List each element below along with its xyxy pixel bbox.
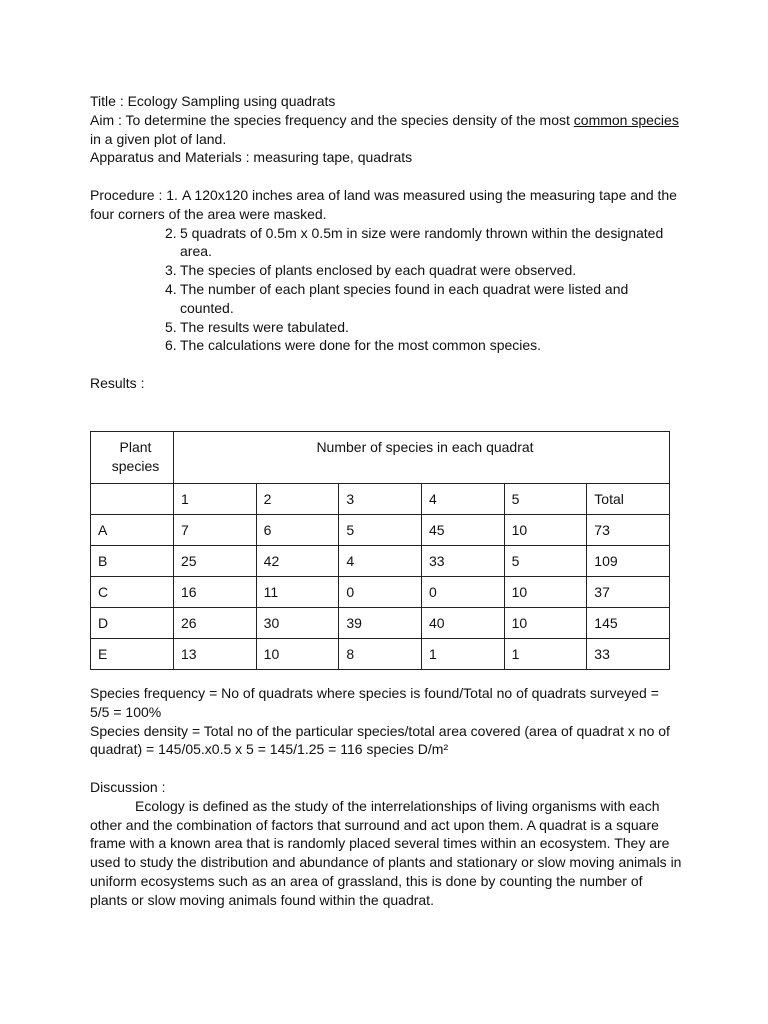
procedure-step (165, 336, 682, 355)
table-cell: Total (587, 484, 670, 515)
table-cell: 5 (339, 515, 422, 546)
table-cell (91, 484, 174, 515)
step-text: The calculations were done for the most common species. (180, 337, 542, 354)
step-text: The results were tabulated. (180, 318, 349, 335)
table-cell: A (91, 515, 174, 546)
table-cell: 0 (421, 577, 504, 608)
table-row (91, 546, 670, 577)
step-number: 1. (166, 186, 178, 203)
table-cell: 10 (504, 608, 587, 639)
table-cell: 1 (421, 639, 504, 670)
step-number: 5. (165, 318, 177, 335)
step-number: 3. (165, 262, 177, 279)
step-text: 5 quadrats of 0.5m x 0.5m in size were randomly thrown within the designated area. (180, 224, 664, 260)
table-cell: 1 (504, 639, 587, 670)
discussion-text: Ecology is defined as the study of the interrelationships of living organisms with each other and the combination of factors that surround and act upon them. A quadrat is a square frame with a known area that is randomly placed several times within an ecosystem. They are used to study the distribution and abundance of plants and stationary or slow moving animals in uniform ecosystems such as an area of grassland, this is done by counting the number of plants or slow moving animals found within the quadrat. (90, 797, 682, 908)
table-cell: 16 (174, 577, 257, 608)
table-row (91, 639, 670, 670)
table-cell: 5 (504, 546, 587, 577)
step-number: 4. (165, 280, 177, 297)
table-cell: 10 (256, 639, 339, 670)
table-cell: C (91, 577, 174, 608)
table-cell: 2 (256, 484, 339, 515)
table-cell: 25 (174, 546, 257, 577)
table-cell: 45 (421, 515, 504, 546)
table-cell: 3 (339, 484, 422, 515)
table-cell: 5 (504, 484, 587, 515)
procedure-step (165, 261, 682, 280)
table-header-row (91, 432, 670, 484)
aim-suffix: in a given plot of land. (90, 130, 227, 147)
table-row (91, 515, 670, 546)
table-subheader-row (91, 484, 670, 515)
step-text: The number of each plant species found in each quadrat were listed and counted. (180, 280, 629, 316)
table-cell: E (91, 639, 174, 670)
table-cell: 13 (174, 639, 257, 670)
procedure-step (90, 186, 682, 205)
table-cell: 10 (504, 577, 587, 608)
table-cell: B (91, 546, 174, 577)
step-number: 6. (165, 337, 177, 354)
document-header (90, 92, 682, 393)
table-cell: 7 (174, 515, 257, 546)
table-cell: 8 (339, 639, 422, 670)
species-frequency-text: Species frequency = No of quadrats where species is found/Total no of quadrats surveyed = 5/5 = 100% (90, 685, 659, 720)
procedure-label: Procedure : (90, 186, 167, 203)
table-cell: 6 (256, 515, 339, 546)
header-group: Number of species in each quadrat (174, 432, 670, 484)
table-cell: 39 (339, 608, 422, 639)
step-continuation-text: four corners of the area were masked. (90, 205, 327, 222)
results-table (90, 431, 670, 670)
species-density-text: Species density = Total no of the particular species/total area covered (area of quadrat x no of quadrat) = 145/05.x0.5 x 5 = 145/1.25 = 116 species D/m² (90, 722, 670, 758)
procedure-step (165, 318, 682, 337)
table-cell: D (91, 608, 174, 639)
aim-line (90, 111, 682, 130)
table-cell: 40 (421, 608, 504, 639)
table-cell: 1 (174, 484, 257, 515)
procedure-continuation (90, 205, 682, 224)
table-cell: 109 (587, 546, 670, 577)
table-cell: 4 (421, 484, 504, 515)
table-cell: 73 (587, 515, 670, 546)
discussion-label: Discussion : (90, 778, 166, 795)
aim-prefix: Aim : To determine the species frequency and the species density of the most (90, 111, 574, 128)
table-cell: 145 (587, 608, 670, 639)
step-text: A 120x120 inches area of land was measured using the measuring tape and the (181, 186, 677, 203)
calculations-and-discussion (90, 684, 682, 910)
procedure-list (90, 186, 682, 355)
title-line: Title : Ecology Sampling using quadrats (90, 93, 336, 109)
table-cell: 11 (256, 577, 339, 608)
table-cell: 37 (587, 577, 670, 608)
apparatus-line: Apparatus and Materials : measuring tape, quadrats (90, 149, 413, 166)
results-label: Results : (90, 374, 145, 391)
table-cell: 42 (256, 546, 339, 577)
procedure-step (165, 224, 682, 262)
header-plant-species: Plant species (91, 432, 174, 484)
table-row (91, 577, 670, 608)
aim-underlined: common species (573, 111, 679, 128)
table-cell: 4 (339, 546, 422, 577)
table-cell: 33 (421, 546, 504, 577)
table-cell: 10 (504, 515, 587, 546)
step-number: 2. (165, 224, 177, 241)
step-text: The species of plants enclosed by each quadrat were observed. (180, 262, 577, 279)
table-row (91, 608, 670, 639)
table-cell: 26 (174, 608, 257, 639)
table-cell: 33 (587, 639, 670, 670)
table-cell: 0 (339, 577, 422, 608)
table-cell: 30 (256, 608, 339, 639)
procedure-step (165, 280, 682, 318)
